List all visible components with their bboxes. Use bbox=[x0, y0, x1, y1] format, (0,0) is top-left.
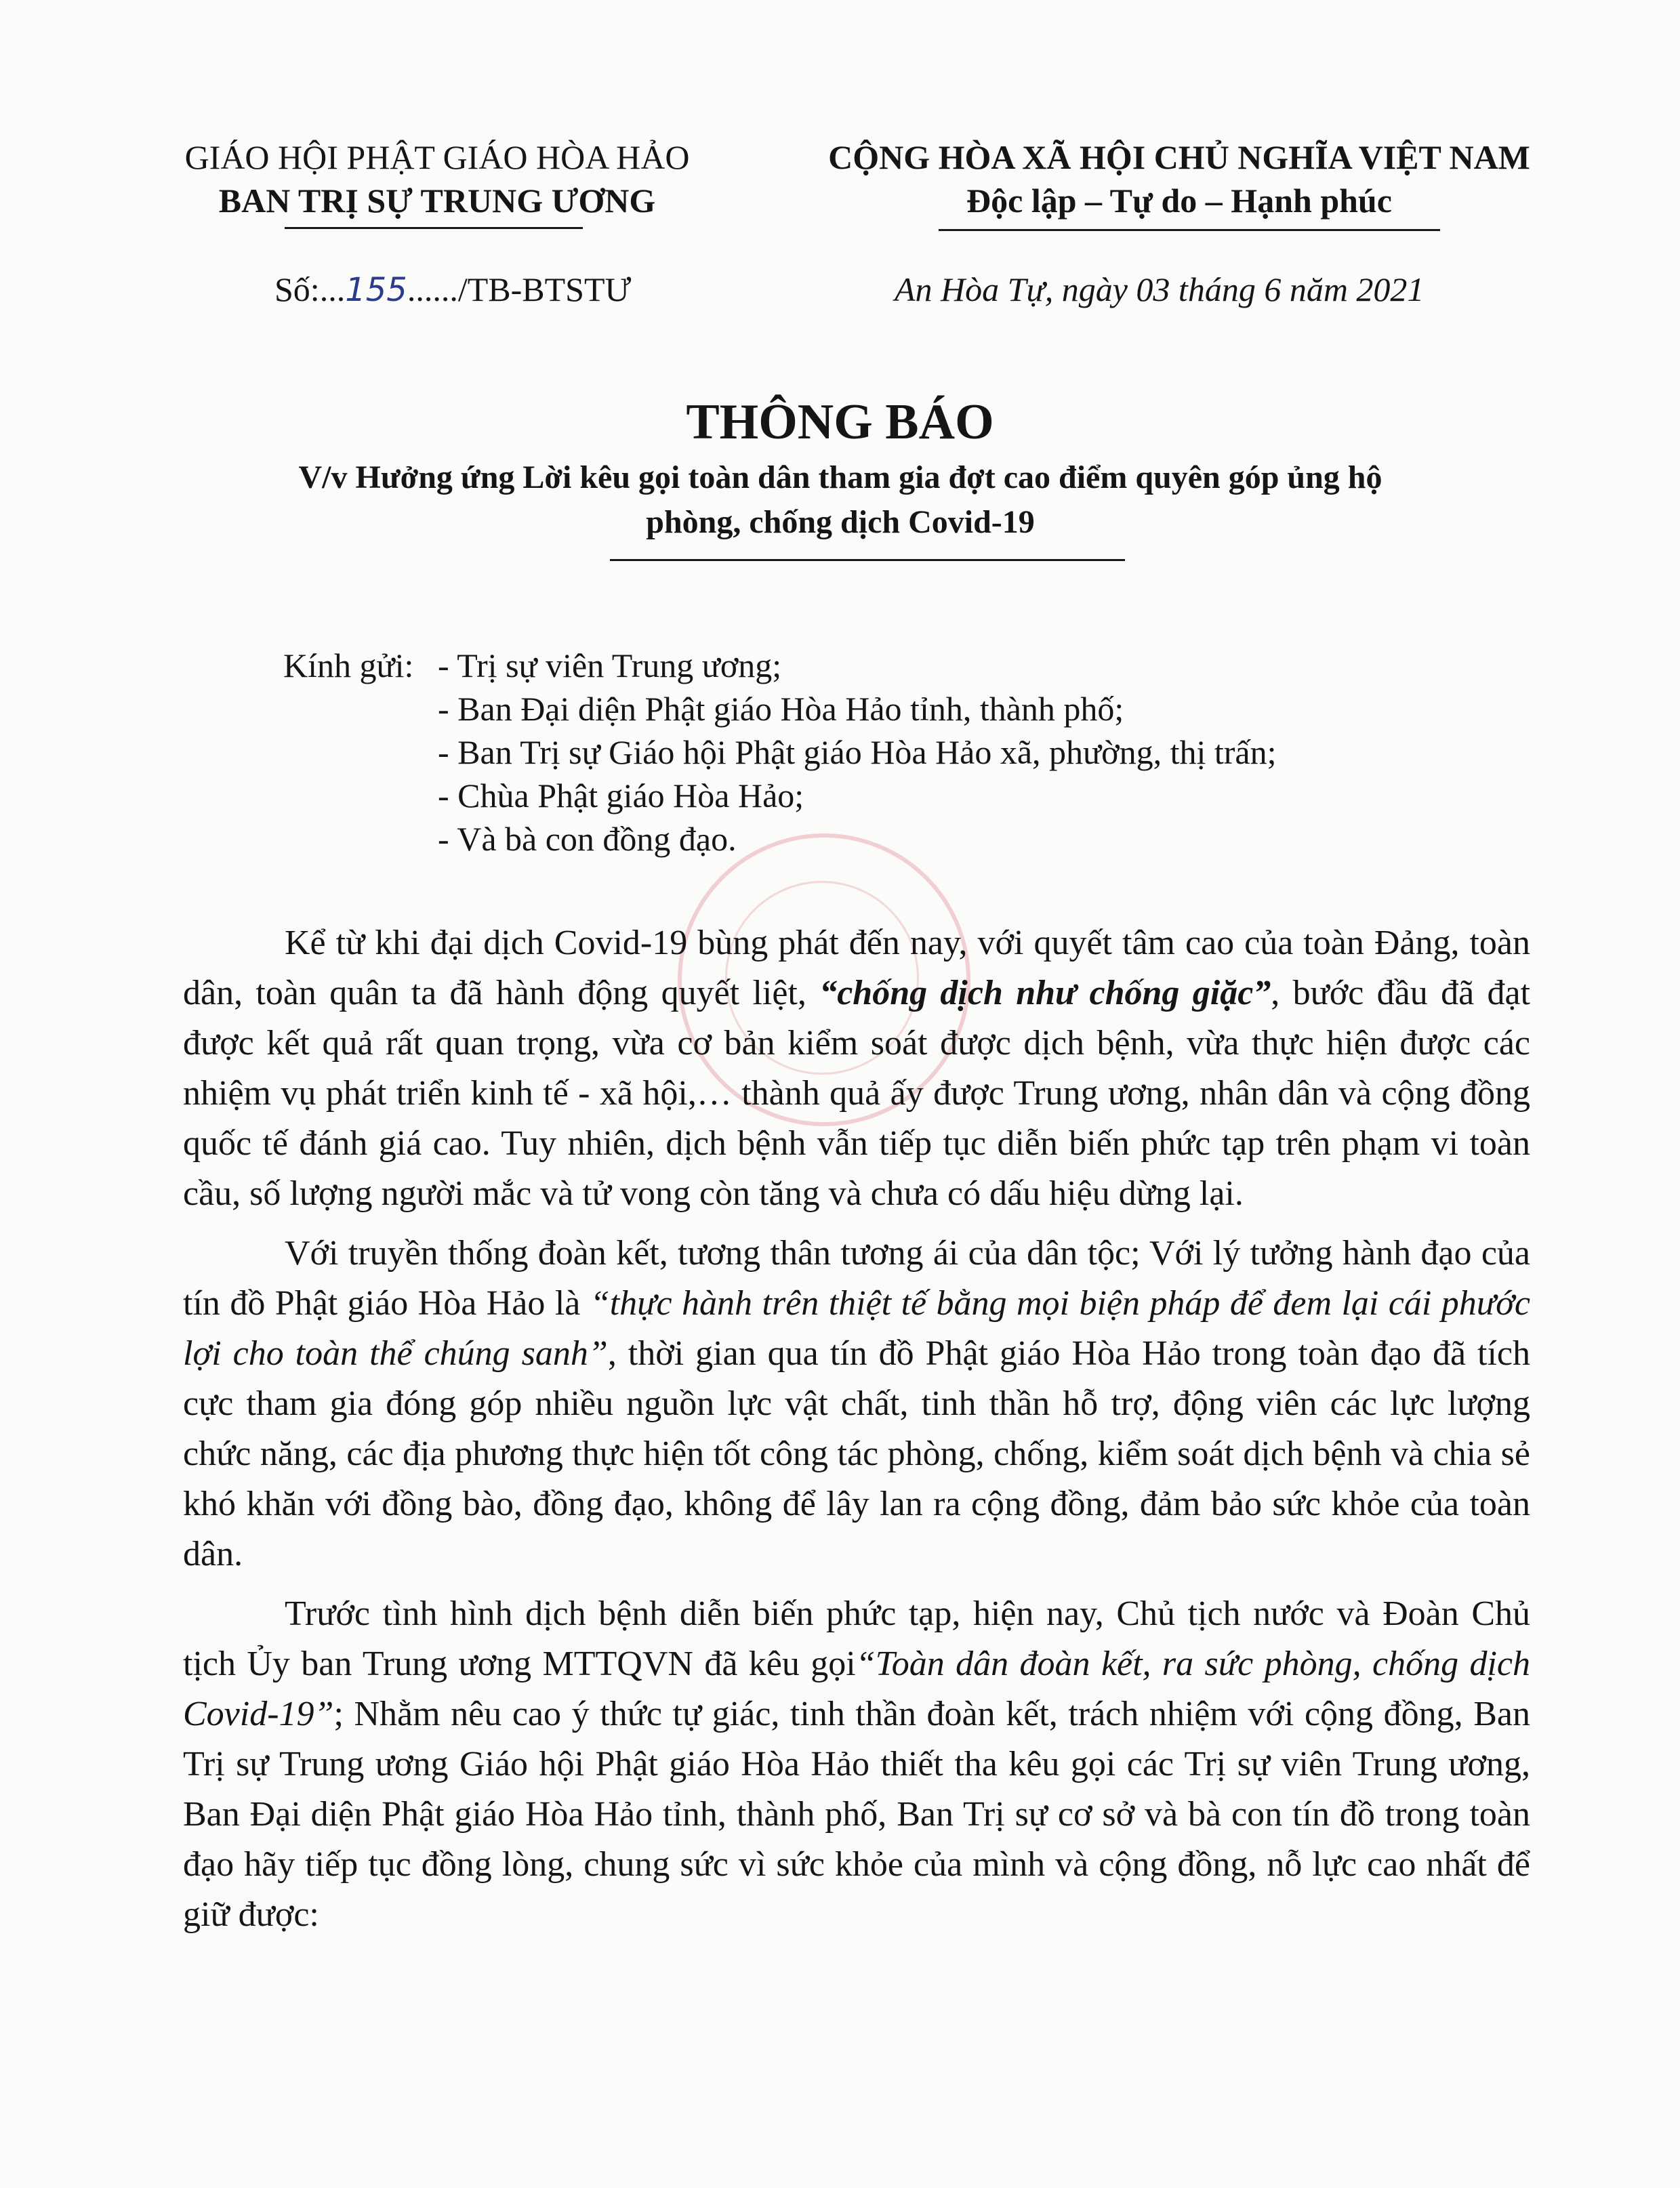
document-number bbox=[274, 268, 631, 312]
issuing-organization bbox=[146, 136, 729, 222]
motto-underline bbox=[939, 229, 1440, 231]
recipient-item: - Và bà con đồng đạo. bbox=[438, 820, 737, 858]
recipient-row bbox=[283, 817, 1276, 861]
body-paragraph-3 bbox=[183, 1589, 1530, 1940]
subject-line-1: V/v Hưởng ứng Lời kêu gọi toàn dân tham gia đợt cao điểm quyên góp ủng hộ bbox=[298, 459, 1382, 495]
p3-text-a: Trước tình hình dịch bệnh diễn biến phức tạp, hiện nay, Chủ tịch nước và Đoàn Chủ tịch Ủy ban Trung ương MTTQVN đã kêu gọi bbox=[183, 1594, 1530, 1683]
document-number-suffix: ....../TB-BTSTƯ bbox=[407, 270, 632, 308]
p3-quote: “Toàn dân đoàn kết, ra sức phòng, chống dịch Covid-19” bbox=[183, 1645, 1530, 1733]
recipient-item: - Trị sự viên Trung ương; bbox=[438, 646, 782, 684]
p2-text-c: , thời gian qua tín đồ Phật giáo Hòa Hảo trong toàn đạo đã tích cực tham gia đóng góp nhiều nguồn lực vật chất, tinh thần hỗ trợ, động viên các lực lượng chức năng, các địa phương thực hiện tốt công tác phòng, chống, kiểm soát dịch bệnh và chia sẻ khó khăn với đồng bào, đồng đạo, không để lây lan ra cộng đồng, đảm bảo sức khỏe của toàn dân. bbox=[183, 1334, 1531, 1573]
p1-text-c: , bước đầu đã đạt được kết quả rất quan trọng, vừa cơ bản kiểm soát được dịch bệnh, vừa thực hiện được các nhiệm vụ phát triển kinh tế - xã hội,… thành quả ấy được Trung ương, nhân dân và cộng đồng quốc tế đánh giá cao. Tuy nhiên, dịch bệnh vẫn tiếp tục diễn biến phức tạp trên phạm vi toàn cầu, số lượng người mắc và tử vong còn tăng và chưa có dấu hiệu dừng lại. bbox=[183, 974, 1531, 1213]
p1-quote: “chống dịch như chống giặc” bbox=[819, 974, 1271, 1012]
org-line-2: BAN TRỊ SỰ TRUNG ƯƠNG bbox=[218, 182, 656, 220]
p1-text-a: Kể từ khi đại dịch Covid-19 bùng phát đến nay, với quyết tâm cao của toàn Đảng, toàn dân, toàn quân ta đã hành động quyết liệt, bbox=[183, 924, 1530, 1012]
document-number-prefix: Số:... bbox=[274, 270, 346, 308]
recipients-label: Kính gửi: bbox=[283, 646, 414, 684]
national-motto bbox=[779, 136, 1579, 222]
subject-underline bbox=[610, 559, 1125, 561]
recipient-row bbox=[283, 774, 1276, 817]
nation-line-1: CỘNG HÒA XÃ HỘI CHỦ NGHĨA VIỆT NAM bbox=[828, 138, 1530, 176]
date-place: An Hòa Tự, ngày 03 tháng 6 năm 2021 bbox=[895, 270, 1425, 308]
recipient-item: - Chùa Phật giáo Hòa Hảo; bbox=[438, 777, 804, 814]
recipient-row bbox=[283, 730, 1276, 774]
recipient-row bbox=[283, 687, 1276, 730]
body-paragraph-2 bbox=[183, 1229, 1530, 1580]
document-subject bbox=[190, 455, 1491, 545]
nation-line-2: Độc lập – Tự do – Hạnh phúc bbox=[966, 182, 1392, 220]
recipient-item: - Ban Trị sự Giáo hội Phật giáo Hòa Hảo xã, phường, thị trấn; bbox=[438, 733, 1277, 771]
org-underline bbox=[285, 227, 583, 229]
body-paragraph-1 bbox=[183, 918, 1530, 1219]
p3-text-c: ; Nhằm nêu cao ý thức tự giác, tinh thần đoàn kết, trách nhiệm với cộng đồng, Ban Trị sự Trung ương Giáo hội Phật giáo Hòa Hảo thiết tha kêu gọi các Trị sự viên Trung ương, Ban Đại diện Phật giáo Hòa Hảo tỉnh, thành phố, Ban Trị sự cơ sở và bà con tín đồ trong toàn đạo hãy tiếp tục đồng lòng, chung sức vì sức khỏe của mình và cộng đồng, nỗ lực cao nhất để giữ được: bbox=[183, 1695, 1530, 1934]
document-body bbox=[183, 918, 1530, 1949]
p2-text-a: Với truyền thống đoàn kết, tương thân tương ái của dân tộc; Với lý tưởng hành đạo của tín đồ Phật giáo Hòa Hảo là bbox=[183, 1234, 1530, 1323]
subject-line-2: phòng, chống dịch Covid-19 bbox=[646, 504, 1035, 540]
recipients-block bbox=[283, 644, 1276, 861]
document-title: THÔNG BÁO bbox=[686, 394, 994, 450]
p2-quote: “thực hành trên thiệt tế bằng mọi biện pháp để đem lại cái phước lợi cho toàn thể chúng sanh” bbox=[183, 1284, 1530, 1373]
org-line-1: GIÁO HỘI PHẬT GIÁO HÒA HẢO bbox=[184, 138, 690, 176]
recipient-item: - Ban Đại diện Phật giáo Hòa Hảo tỉnh, thành phố; bbox=[438, 690, 1124, 728]
document-number-handwritten: 155 bbox=[345, 271, 407, 309]
recipient-row bbox=[283, 644, 1276, 687]
